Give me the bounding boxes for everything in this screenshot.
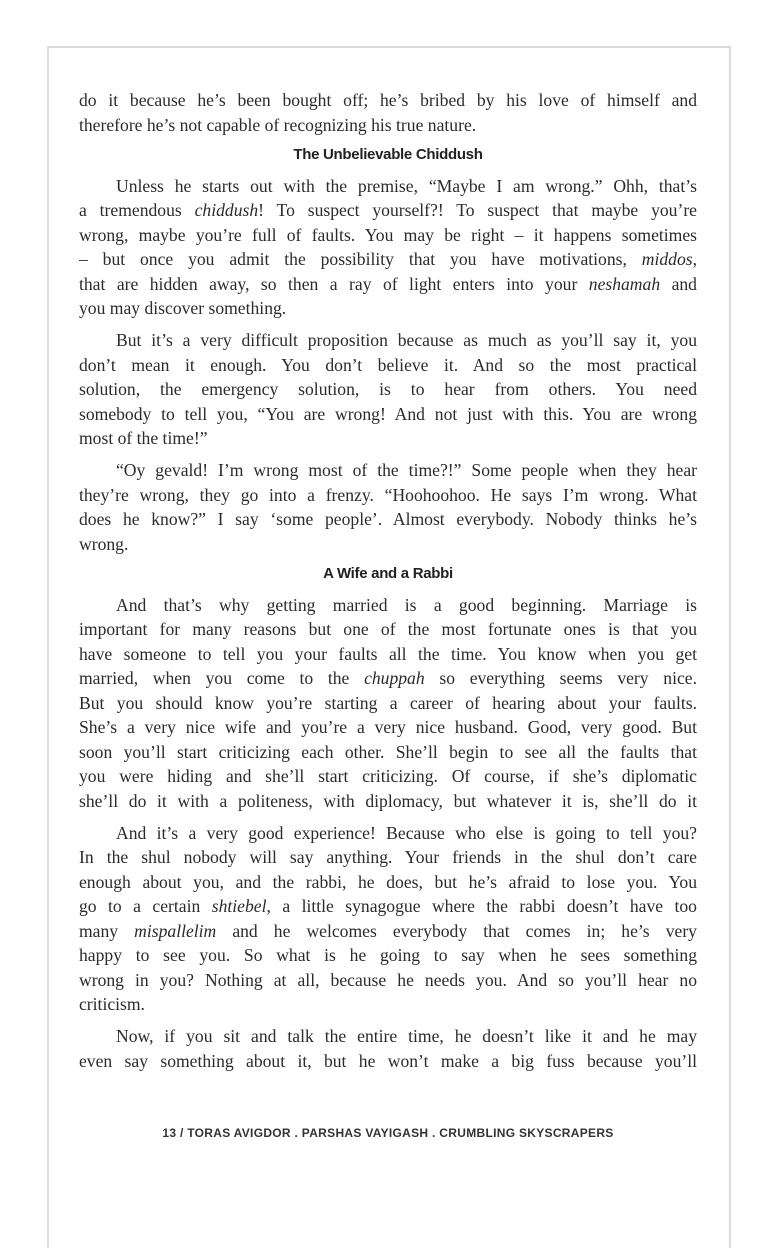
text-span: But it’s a very difficult proposition because as much as you’ll say it, you — [116, 330, 697, 350]
text-line — [79, 247, 697, 272]
text-line — [79, 740, 697, 765]
text-span: you may discover something. — [79, 298, 287, 318]
text-line — [79, 272, 697, 297]
text-span: important for many reasons but one of the most fortunate ones is that you — [79, 619, 697, 639]
text-line — [79, 691, 697, 716]
text-span: solution, the emergency solution, is to hear from others. You need — [79, 379, 697, 399]
text-span: and he welcomes everybody that comes in; he’s very — [216, 920, 697, 941]
text-span: wrong, maybe you’re full of faults. You may be right – it happens sometimes — [79, 224, 697, 245]
text-span: therefore he’s not capable of recognizing his true nature. — [79, 114, 477, 135]
text-line — [79, 992, 697, 1017]
text-span: In the shul nobody will say anything. Your friends in the shul don’t care — [79, 847, 697, 867]
italic-term: shtiebel — [211, 896, 267, 916]
text-span: does he know?” I say ‘some people’. Almost everybody. Nobody thinks he’s — [79, 509, 697, 529]
text-span: And it’s a very good experience! Because who else is going to tell you? — [116, 822, 697, 843]
text-line — [79, 377, 697, 402]
text-line — [79, 642, 697, 667]
text-line — [79, 426, 697, 451]
text-line — [79, 1024, 697, 1049]
text-span: most of the time!” — [79, 428, 208, 448]
text-span: that are hidden away, so then a ray of light enters into your — [79, 273, 589, 294]
text-line — [79, 174, 697, 199]
text-line — [79, 532, 697, 557]
text-line — [79, 483, 697, 508]
italic-term: mispallelim — [134, 920, 217, 941]
text-span: soon you’ll start criticizing each other. She’ll begin to see all the faults that — [79, 741, 697, 762]
italic-term: middos — [641, 249, 693, 269]
text-span: But you should know you’re starting a career of hearing about your faults. — [79, 692, 697, 713]
text-span: wrong. — [79, 533, 129, 554]
page-footer: 13 / TORAS AVIGDOR . PARSHAS VAYIGASH . CRUMBLING SKYSCRAPERS — [162, 1126, 614, 1140]
text-span: , — [692, 249, 697, 269]
text-span: – but once you admit the possibility that you have motivations, — [79, 249, 642, 269]
text-line — [79, 943, 697, 968]
italic-term: chiddush — [194, 200, 259, 220]
section-heading: The Unbelievable Chiddush — [293, 145, 483, 163]
paragraph — [79, 593, 697, 814]
text-span: even say something about it, but he won’t make a big fuss because you’ll — [79, 1050, 697, 1071]
text-span: she’ll do it with a politeness, with diplomacy, but whatever it is, she’ll do it — [79, 790, 697, 811]
text-line — [79, 353, 697, 378]
text-line — [79, 223, 697, 248]
text-line — [79, 845, 697, 870]
paragraph — [79, 1024, 697, 1073]
text-span: She’s a very nice wife and you’re a very nice husband. Good, very good. But — [79, 717, 697, 737]
text-span: , a little synagogue where the rabbi doesn’t have too — [266, 896, 697, 916]
text-line — [79, 968, 697, 993]
text-span: somebody to tell you, “You are wrong! And not just with this. You are wrong — [79, 403, 697, 424]
text-line — [79, 715, 697, 740]
text-span: married, when you come to the — [79, 668, 365, 688]
text-span: have someone to tell you your faults all the time. You know when you get — [79, 643, 697, 664]
text-span: ! To suspect yourself?! To suspect that maybe you’re — [258, 200, 697, 220]
text-span: wrong in you? Nothing at all, because he needs you. And so you’ll hear no — [79, 969, 697, 990]
text-line — [79, 328, 697, 353]
text-line — [79, 458, 697, 483]
text-span: “Oy gevald! I’m wrong most of the time?!” Some people when they hear — [116, 460, 697, 480]
text-span: and — [660, 273, 697, 294]
text-line — [79, 1049, 697, 1074]
text-line — [79, 666, 697, 691]
text-span: happy to see you. So what is he going to say when he sees something — [79, 945, 697, 965]
text-span: so everything seems very nice. — [424, 668, 697, 688]
text-line — [79, 593, 697, 618]
text-span: Unless he starts out with the premise, “Maybe I am wrong.” Ohh, that’s — [116, 175, 697, 196]
text-span: a tremendous — [79, 200, 195, 220]
text-line — [79, 198, 697, 223]
text-line — [79, 870, 697, 895]
text-line — [79, 764, 697, 789]
text-span: they’re wrong, they go into a frenzy. “Hoohoohoo. He says I’m wrong. What — [79, 484, 697, 505]
italic-term: neshamah — [588, 273, 661, 294]
paragraph — [79, 88, 697, 137]
text-span: you were hiding and she’ll start criticizing. Of course, if she’s diplomatic — [79, 766, 697, 786]
paragraph — [79, 174, 697, 321]
text-span: go to a certain — [79, 896, 212, 916]
text-span: And that’s why getting married is a good beginning. Marriage is — [116, 594, 697, 615]
text-line — [79, 507, 697, 532]
text-span: many — [79, 920, 135, 941]
paragraph — [79, 328, 697, 451]
text-line — [79, 894, 697, 919]
paragraph — [79, 821, 697, 1017]
text-span: don’t mean it enough. You don’t believe it. And so the most practical — [79, 354, 697, 375]
text-line — [79, 821, 697, 846]
page-content — [79, 88, 697, 1081]
text-line — [79, 402, 697, 427]
text-line — [79, 789, 697, 814]
italic-term: chuppah — [364, 668, 425, 688]
text-span: Now, if you sit and talk the entire time, he doesn’t like it and he may — [116, 1026, 697, 1046]
text-line — [79, 113, 697, 138]
text-span: criticism. — [79, 994, 145, 1014]
text-line — [79, 919, 697, 944]
text-line — [79, 88, 697, 113]
text-span: do it because he’s been bought off; he’s bribed by his love of himself and — [79, 90, 697, 110]
paragraph — [79, 458, 697, 556]
text-line — [79, 296, 697, 321]
text-span: enough about you, and the rabbi, he does, but he’s afraid to lose you. You — [79, 871, 697, 892]
section-heading: A Wife and a Rabbi — [323, 564, 453, 582]
text-line — [79, 617, 697, 642]
